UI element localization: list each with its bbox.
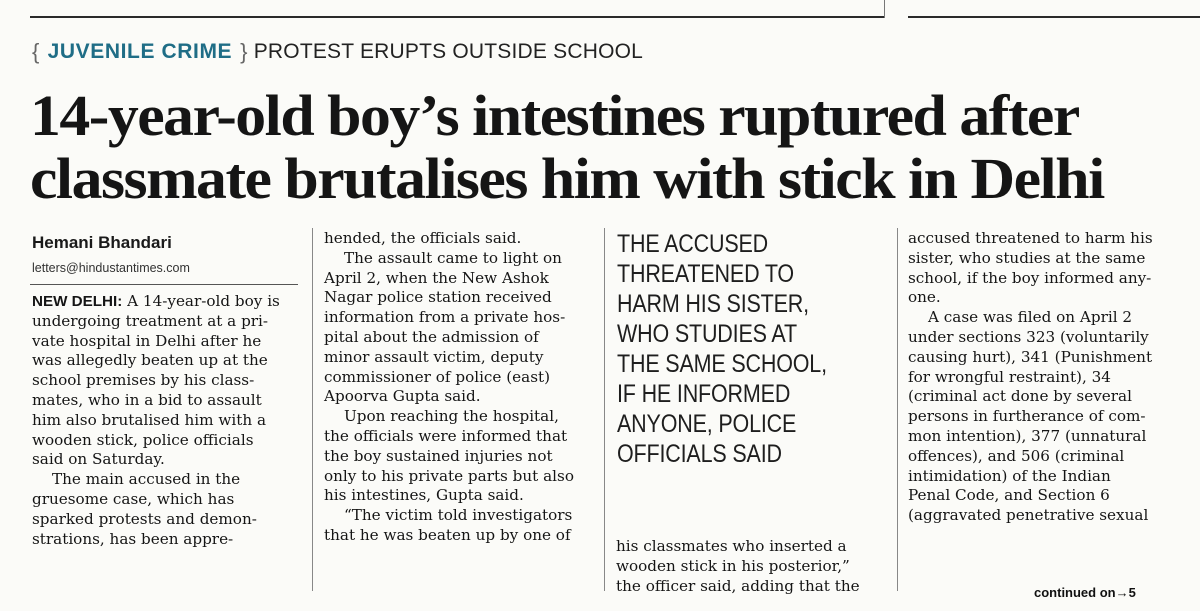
continued-on-link[interactable]: continued on→5 [1034,585,1136,600]
article-column-1 [32,292,298,549]
text-line: (criminal act done by several [908,387,1132,406]
top-column-divider [884,0,885,18]
text-line: the officer said, adding that the [616,576,860,595]
text-line: pital about the admission of [324,327,539,346]
kicker-subhead: PROTEST ERUPTS OUTSIDE SCHOOL [253,40,644,63]
text-line: (aggravated penetrative sexual [908,506,1149,525]
kicker-category: JUVENILE CRIME [47,40,233,63]
text-line: mon intention), 377 (unnatural [908,426,1147,445]
headline-line-2: classmate brutalises him with stick in Delhi [30,146,1104,211]
text-line: commissioner of police (east) [324,367,551,386]
pull-quote-line: HARM HIS SISTER, [617,290,809,318]
paragraph-1 [32,292,298,470]
text-line: sparked protests and demon- [32,509,257,528]
text-line: Apoorva Gupta said. [324,387,481,406]
dateline: NEW DELHI: [32,293,123,310]
section-kicker [32,36,643,68]
pull-quote-line: THE SAME SCHOOL, [617,350,827,378]
text-line: vate hospital in Delhi after he [32,331,262,350]
text-line: persons in furtherance of com- [908,407,1146,426]
pull-quote-line: THREATENED TO [617,260,794,288]
text-line: offences), and 506 (criminal [908,446,1125,465]
paragraph-9 [908,308,1176,526]
text-line [32,292,298,312]
pull-quote-line: ANYONE, POLICE [617,410,797,438]
text-line: minor assault victim, deputy [324,347,544,366]
column-divider-1 [312,228,313,591]
text-line: strations, has been appre- [32,529,234,548]
article-column-4 [908,229,1176,526]
text-line: him also brutalised him with a [32,410,267,429]
pull-quote-line: IF HE INFORMED [617,380,791,408]
paragraph-3 [324,229,596,249]
text-line: only to his private parts but also [324,466,574,485]
text-line: said on Saturday. [32,450,165,469]
text-line: was allegedly beaten up at the [32,351,268,370]
text-line: A case was filed on April 2 [928,308,1133,327]
column-divider-2 [604,228,605,591]
text-line: under sections 323 (voluntarily [908,327,1149,346]
text-line: Penal Code, and Section 6 [908,486,1110,505]
kicker-close-brace: } [240,39,248,64]
text-line-rest: A 14-year-old boy is [122,292,280,310]
text-line: his classmates who inserted a [616,537,847,555]
article-column-3 [616,537,888,596]
text-line: sister, who studies at the same [908,248,1146,267]
headline-line-1: 14-year-old boy’s intestines ruptured after [30,83,1079,148]
article-column-2 [324,229,596,546]
paragraph-6 [324,506,596,546]
pull-quote-line: THE ACCUSED [617,230,769,258]
text-line: The assault came to light on [344,248,562,267]
text-line: one. [908,288,941,307]
text-line: wooden stick, police officials [32,430,254,449]
text-line: Upon reaching the hospital, [344,407,559,426]
text-line: his intestines, Gupta said. [324,486,524,505]
paragraph-2 [32,470,298,549]
paragraph-7 [616,537,888,596]
paragraph-5 [324,407,596,506]
top-rule-right [908,16,1200,18]
text-line: information from a private hos- [324,308,566,327]
text-line: Nagar police station received [324,288,552,307]
text-line: “The victim told investigators [344,506,573,525]
text-line: The main accused in the [52,470,241,489]
text-line: for wrongful restraint), 34 [908,367,1111,386]
headline [30,84,1200,210]
paragraph-4 [324,249,596,407]
pull-quote [617,229,851,469]
byline-email: letters@hindustantimes.com [32,261,190,275]
text-line: gruesome case, which has [32,489,235,508]
text-line: intimidation) of the Indian [908,466,1111,485]
text-line: hended, the officials said. [324,229,522,247]
byline-author: Hemani Bhandari [32,233,172,252]
text-line: school, if the boy informed any- [908,268,1152,287]
text-line: the officials were informed that [324,426,568,445]
column-divider-3 [897,228,898,591]
pull-quote-line: OFFICIALS SAID [617,440,782,468]
kicker-open-brace: { [32,39,40,64]
text-line: mates, who in a bid to assault [32,390,262,409]
text-line: undergoing treatment at a pri- [32,311,269,330]
top-rule-left [30,16,885,18]
text-line: causing hurt), 341 (Punishment [908,347,1153,366]
byline-rule [30,284,298,285]
text-line: that he was beaten up by one of [324,525,571,544]
text-line: school premises by his class- [32,371,255,390]
text-line: wooden stick in his posterior,” [616,556,850,575]
text-line: the boy sustained injuries not [324,446,553,465]
text-line: April 2, when the New Ashok [324,268,549,287]
text-line: accused threatened to harm his [908,229,1153,247]
pull-quote-line: WHO STUDIES AT [617,320,797,348]
paragraph-8 [908,229,1176,308]
